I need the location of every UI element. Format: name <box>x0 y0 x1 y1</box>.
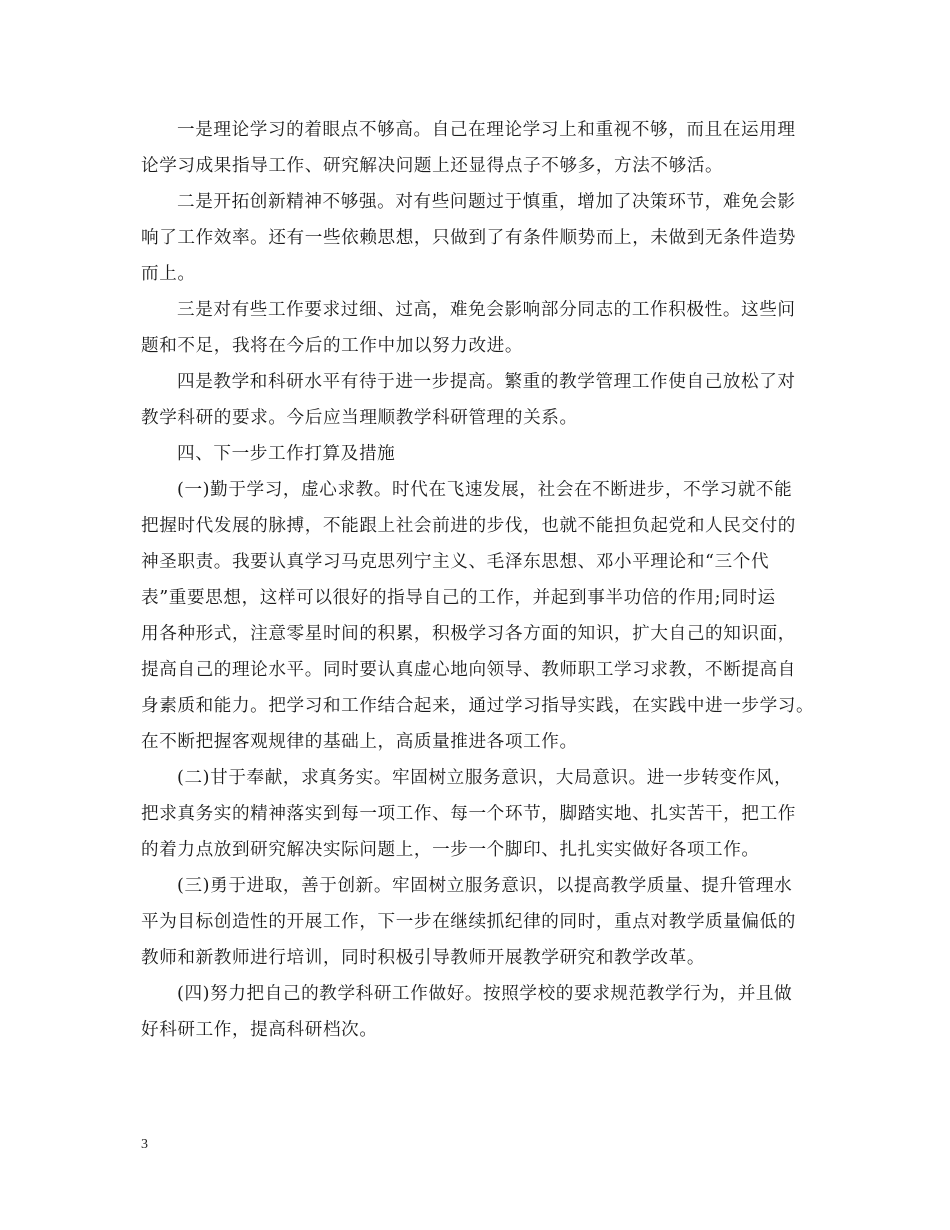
paragraph-line: 题和不足，我将在今后的工作中加以努力改进。 <box>141 336 524 356</box>
paragraph-line: 提高自己的理论水平。同时要认真虚心地向领导、教师职工学习求教，不断提高自 <box>141 660 796 680</box>
paragraph-line: 在不断把握客观规律的基础上，高质量推进各项工作。 <box>141 732 578 752</box>
paragraph-line: 用各种形式，注意零星时间的积累，积极学习各方面的知识，扩大自己的知识面， <box>141 624 796 644</box>
paragraph-6 <box>141 472 823 760</box>
paragraph-7 <box>141 760 823 868</box>
paragraph-9 <box>141 976 823 1048</box>
paragraph-line: 的着力点放到研究解决实际问题上，一步一个脚印、扎扎实实做好各项工作。 <box>141 840 760 860</box>
paragraph-line: 把求真务实的精神落实到每一项工作、每一个环节，脚踏实地、扎实苦干，把工作 <box>141 804 796 824</box>
section-heading <box>141 436 823 472</box>
paragraph-3 <box>141 292 823 364</box>
paragraph-line: (一)勤于学习，虚心求教。时代在飞速发展，社会在不断进步，不学习就不能 <box>177 480 793 500</box>
paragraph-line: 把握时代发展的脉搏，不能跟上社会前进的步伐，也就不能担负起党和人民交付的 <box>141 516 796 536</box>
paragraph-line: 一是理论学习的着眼点不够高。自己在理论学习上和重视不够，而且在运用理 <box>177 120 796 140</box>
paragraph-2 <box>141 184 823 292</box>
page-number: 3 <box>141 1137 148 1152</box>
paragraph-line: 身素质和能力。把学习和工作结合起来，通过学习指导实践，在实践中进一步学习。 <box>141 696 815 716</box>
paragraph-line: 教师和新教师进行培训，同时积极引导教师开展教学研究和教学改革。 <box>141 948 706 968</box>
paragraph-1 <box>141 112 823 184</box>
paragraph-line: 而上。 <box>141 264 196 284</box>
paragraph-line: 论学习成果指导工作、研究解决问题上还显得点子不够多，方法不够活。 <box>141 156 724 176</box>
paragraph-line: 好科研工作，提高科研档次。 <box>141 1020 378 1040</box>
paragraph-line: (三)勇于进取，善于创新。牢固树立服务意识，以提高教学质量、提升管理水 <box>177 876 793 896</box>
paragraph-line: 二是开拓创新精神不够强。对有些问题过于慎重，增加了决策环节，难免会影 <box>177 192 796 212</box>
paragraph-line: 表”重要思想，这样可以很好的指导自己的工作，并起到事半功倍的作用;同时运 <box>141 588 776 608</box>
section-heading-text: 四、下一步工作打算及措施 <box>177 444 396 464</box>
paragraph-line: (四)努力把自己的教学科研工作做好。按照学校的要求规范教学行为，并且做 <box>177 984 793 1004</box>
paragraph-line: 四是教学和科研水平有待于进一步提高。繁重的教学管理工作使自己放松了对 <box>177 372 796 392</box>
paragraph-8 <box>141 868 823 976</box>
paragraph-line: 平为目标创造性的开展工作，下一步在继续抓纪律的同时，重点对教学质量偏低的 <box>141 912 796 932</box>
paragraph-line: (二)甘于奉献，求真务实。牢固树立服务意识，大局意识。进一步转变作风， <box>177 768 793 788</box>
paragraph-4 <box>141 364 823 436</box>
paragraph-line: 响了工作效率。还有一些依赖思想，只做到了有条件顺势而上，未做到无条件造势 <box>141 228 796 248</box>
paragraph-line: 神圣职责。我要认真学习马克思列宁主义、毛泽东思想、邓小平理论和“三个代 <box>141 552 770 572</box>
paragraph-line: 教学科研的要求。今后应当理顺教学科研管理的关系。 <box>141 408 578 428</box>
paragraph-line: 三是对有些工作要求过细、过高，难免会影响部分同志的工作积极性。这些问 <box>177 300 796 320</box>
document-body <box>141 112 823 1048</box>
